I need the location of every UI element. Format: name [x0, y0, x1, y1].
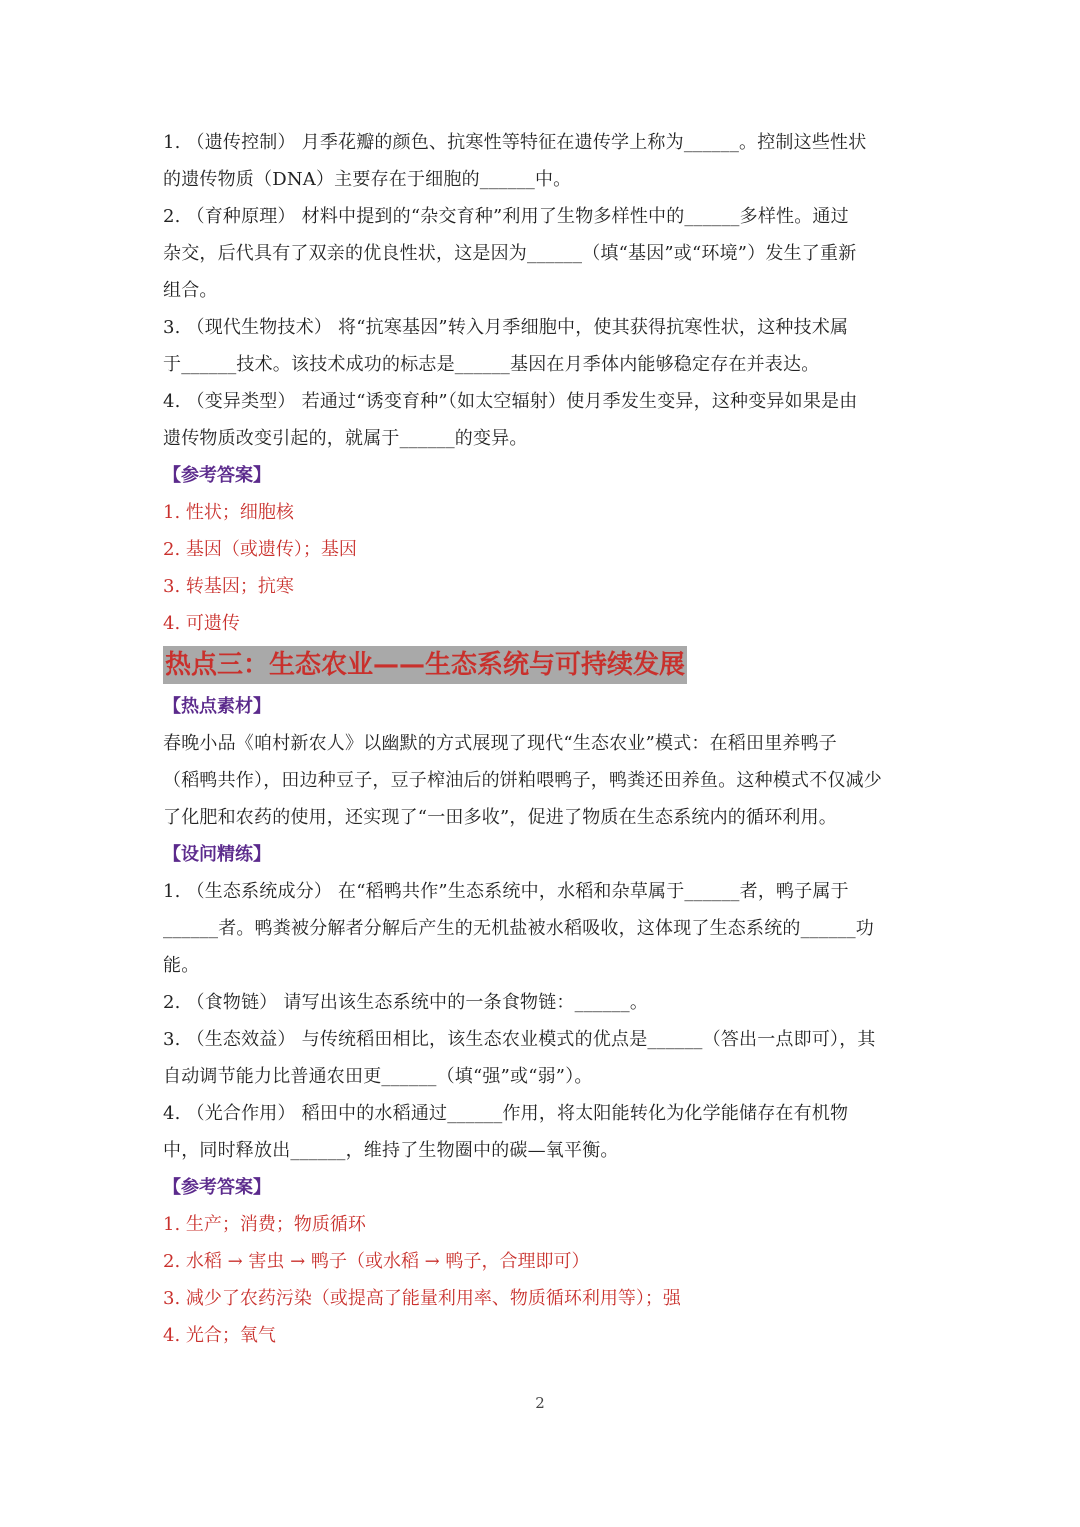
section3-questions [163, 873, 923, 1169]
section2-answers [163, 494, 923, 642]
question-line: 1. （生态系统成分） 在“稻鸭共作”生态系统中，水稻和杂草属于______者，鸭子属于 [163, 881, 849, 902]
answer-line: 3. 减少了农药污染（或提高了能量利用率、物质循环利用等）；强 [163, 1288, 681, 1309]
answer-label: 【参考答案】 [163, 465, 271, 486]
answer-line: 4. 可遗传 [163, 613, 240, 634]
material-label: 【热点素材】 [163, 696, 271, 717]
hot-topic-title: 热点三：生态农业——生态系统与可持续发展 [163, 646, 687, 684]
answer-line: 4. 光合；氧气 [163, 1325, 276, 1346]
question-line: 4. （变异类型） 若通过“诱变育种”（如太空辐射）使月季发生变异，这种变异如果是由 [163, 391, 858, 412]
question-line: 3. （生态效益） 与传统稻田相比，该生态农业模式的优点是______（答出一点即可），其 [163, 1029, 876, 1050]
page-number: 2 [535, 1394, 545, 1412]
question-line: 能。 [163, 955, 200, 976]
practice-label: 【设问精练】 [163, 844, 271, 865]
question-line: 4. （光合作用） 稻田中的水稻通过______作用，将太阳能转化为化学能储存在有机物 [163, 1103, 849, 1124]
question-line: 1. （遗传控制） 月季花瓣的颜色、抗寒性等特征在遗传学上称为______。控制这些性状 [163, 132, 867, 153]
question-line: 的遗传物质（DNA）主要存在于细胞的______中。 [163, 169, 572, 190]
answer-line: 3. 转基因；抗寒 [163, 576, 294, 597]
material-line: （稻鸭共作），田边种豆子，豆子榨油后的饼粕喂鸭子，鸭粪还田养鱼。这种模式不仅减少 [163, 770, 882, 791]
hot-topic-heading [163, 642, 923, 688]
question-line: 遗传物质改变引起的，就属于______的变异。 [163, 428, 528, 449]
answer-line: 2. 基因（或遗传）；基因 [163, 539, 357, 560]
question-line: 杂交，后代具有了双亲的优良性状，这是因为______（填“基因”或“环境”）发生了重新 [163, 243, 857, 264]
answer-label: 【参考答案】 [163, 1177, 271, 1198]
question-line: 2. （育种原理） 材料中提到的“杂交育种”利用了生物多样性中的______多样性。通过 [163, 206, 849, 227]
material-text [163, 725, 923, 836]
question-line: 中，同时释放出______，维持了生物圈中的碳—氧平衡。 [163, 1140, 619, 1161]
question-line: 3. （现代生物技术） 将“抗寒基因”转入月季细胞中，使其获得抗寒性状，这种技术属 [163, 317, 849, 338]
answer-line: 2. 水稻 → 害虫 → 鸭子（或水稻 → 鸭子，合理即可） [163, 1251, 590, 1272]
document-page [163, 124, 923, 1354]
question-line: 2. （食物链） 请写出该生态系统中的一条食物链：______。 [163, 992, 649, 1013]
material-line: 了化肥和农药的使用，还实现了“一田多收”，促进了物质在生态系统内的循环利用。 [163, 807, 838, 828]
question-line: 组合。 [163, 280, 218, 301]
question-line: 于______技术。该技术成功的标志是______基因在月季体内能够稳定存在并表达。 [163, 354, 820, 375]
answer-line: 1. 生产；消费；物质循环 [163, 1214, 366, 1235]
question-line: 自动调节能力比普通农田更______（填“强”或“弱”）。 [163, 1066, 593, 1087]
answer-line: 1. 性状；细胞核 [163, 502, 294, 523]
material-line: 春晚小品《咱村新农人》以幽默的方式展现了现代“生态农业”模式：在稻田里养鸭子 [163, 733, 838, 754]
section2-questions [163, 124, 923, 457]
question-line: ______者。鸭粪被分解者分解后产生的无机盐被水稻吸收，这体现了生态系统的______功 [163, 918, 874, 939]
section3-answers [163, 1206, 923, 1354]
